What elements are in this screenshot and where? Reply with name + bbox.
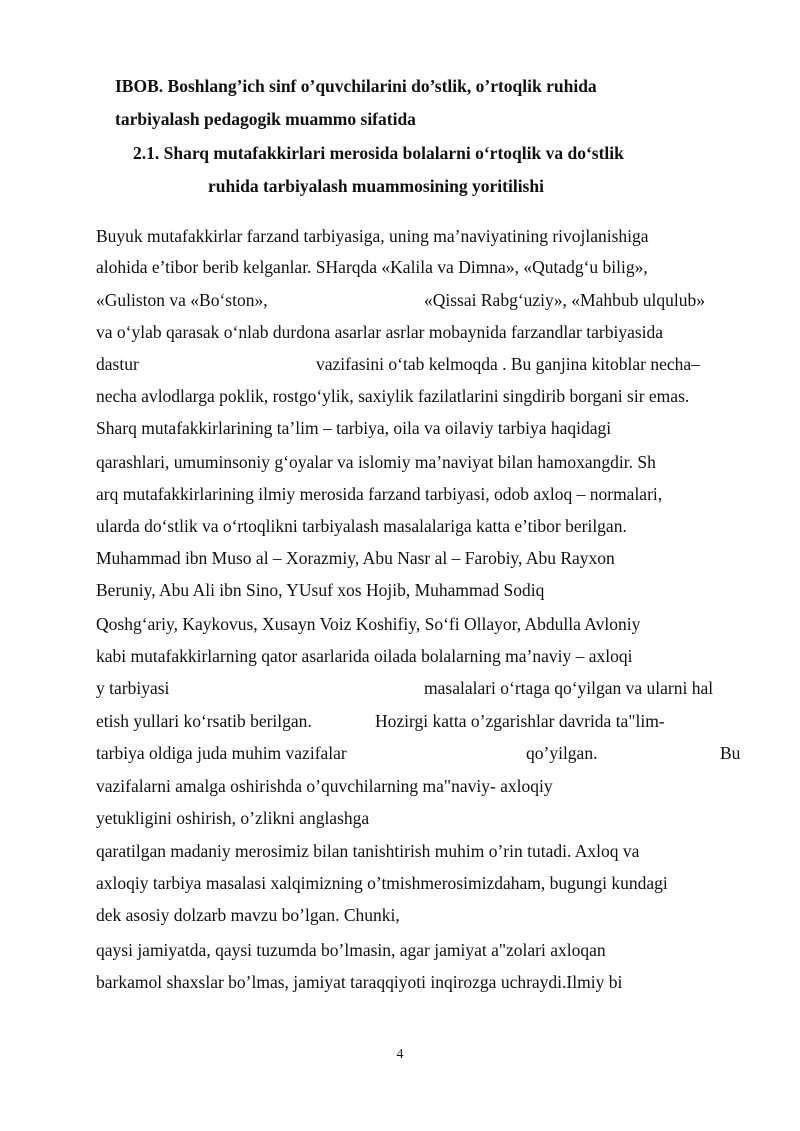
- body-line-text: ularda do‘stlik va o‘rtoqlikni tarbiyalash masalalariga katta e’tibor berilgan.: [96, 516, 627, 536]
- body-line-text: y tarbiyasi: [96, 678, 170, 698]
- section-title-line-1: 2.1. Sharq mutafakkirlari merosida bolalarni o‘rtoqlik va do‘stlik: [133, 143, 624, 163]
- body-line: [96, 290, 268, 311]
- body-line: [96, 418, 611, 439]
- body-line: [96, 484, 662, 505]
- body-line-text: vazifalarni amalga oshirishda o’quvchilarning ma"naviy- axloqiy: [96, 776, 553, 796]
- body-line-text: «Guliston va «Bo‘ston»,: [96, 290, 268, 310]
- body-line-text: tarbiya oldiga juda muhim vazifalar: [96, 743, 347, 763]
- chapter-title-line-2: tarbiyalash pedagogik muammo sifatida: [115, 109, 416, 129]
- body-line-text-right: qo’yilgan.: [526, 743, 598, 763]
- body-line-text: kabi mutafakkirlarning qator asarlarida oilada bolalarning ma’naviy – axloqi: [96, 646, 633, 666]
- body-line: [96, 905, 400, 926]
- body-line-text: Sharq mutafakkirlarining ta’lim – tarbiya, oila va oilaviy tarbiya haqidagi: [96, 418, 612, 438]
- body-line: [96, 322, 663, 343]
- page-number: 4: [396, 1047, 404, 1062]
- body-line-text-right: vazifasini o‘tab kelmoqda . Bu ganjina kitoblar necha–: [316, 354, 700, 374]
- body-line: [96, 646, 632, 667]
- body-line: [96, 940, 606, 961]
- body-line-text: qaratilgan madaniy merosimiz bilan tanishtirish muhim o’rin tutadi. Axloq va: [96, 841, 640, 861]
- body-line: [96, 452, 656, 473]
- body-line-text: axloqiy tarbiya masalasi xalqimizning o’tmishmerosimizdaham, bugungi kundagi: [96, 873, 668, 893]
- body-line-text: necha avlodlarga poklik, rostgo‘ylik, saxiylik fazilatlarini singdirib borgani sir emas.: [96, 386, 690, 406]
- body-line: [96, 678, 169, 699]
- body-line-text: alohida e’tibor berib kelganlar. SHarqda «Kalila va Dimna», «Qutadg‘u bilig»,: [96, 257, 648, 277]
- body-line: [96, 386, 689, 407]
- body-line-text: Beruniy, Abu Ali ibn Sino, YUsuf xos Hojib, Muhammad Sodiq: [96, 580, 545, 600]
- body-line: [96, 516, 627, 537]
- body-line: [96, 614, 640, 635]
- body-line-end-word: Bu: [720, 743, 741, 763]
- chapter-title-line-1: IBOB. Boshlang’ich sinf o’quvchilarini do’stlik, o’rtoqlik ruhida: [115, 76, 597, 96]
- body-line-text: dek asosiy dolzarb mavzu bo’lgan. Chunki,: [96, 905, 400, 925]
- body-line-text: Buyuk mutafakkirlar farzand tarbiyasiga, uning ma’naviyatining rivojlanishiga: [96, 226, 649, 246]
- body-line: [96, 972, 622, 993]
- body-line-text: Muhammad ibn Muso al – Xorazmiy, Abu Nasr al – Farobiy, Abu Rayxon: [96, 548, 615, 568]
- body-line-text: etish yullari ko‘rsatib berilgan.: [96, 711, 312, 731]
- body-line: [96, 548, 615, 569]
- body-line-text: dastur: [96, 354, 139, 374]
- body-line-text-right: masalalari o‘rtaga qo‘yilgan va ularni hal: [424, 678, 714, 698]
- body-line-text: arq mutafakkirlarining ilmiy merosida farzand tarbiyasi, odob axloq – normalari,: [96, 484, 663, 504]
- section-title-line-2: ruhida tarbiyalash muammosining yoritilishi: [208, 176, 544, 196]
- body-line-text-right: Hozirgi katta o’zgarishlar davrida ta"lim-: [375, 711, 665, 731]
- body-line-text: va o‘ylab qarasak o‘nlab durdona asarlar asrlar mobaynida farzandlar tarbiyasida: [96, 322, 664, 342]
- body-line-text: qarashlari, umuminsoniy g‘oyalar va islomiy ma’naviyat bilan hamoxangdir. Sh: [96, 452, 656, 472]
- body-line: [96, 808, 369, 829]
- body-line: [96, 776, 553, 797]
- body-line-text: barkamol shaxslar bo’lmas, jamiyat taraqqiyoti inqirozga uchraydi.Ilmiy bi: [96, 972, 623, 992]
- body-line-text: qaysi jamiyatda, qaysi tuzumda bo’lmasin, agar jamiyat a"zolari axloqan: [96, 940, 606, 960]
- body-line: [96, 257, 648, 278]
- body-line: [96, 873, 668, 894]
- body-line: [96, 580, 544, 601]
- body-line: [96, 354, 139, 375]
- body-line: [96, 711, 312, 732]
- body-line-text: Qoshg‘ariy, Kaykovus, Xusayn Voiz Koshifiy, So‘fi Ollayor, Abdulla Avloniy: [96, 614, 641, 634]
- body-line-text-right: «Qissai Rabg‘uziy», «Mahbub ulqulub»: [424, 290, 705, 310]
- body-line: [96, 743, 347, 764]
- body-line: [96, 226, 649, 247]
- body-line-text: yetukligini oshirish, o’zlikni anglashga: [96, 808, 370, 828]
- body-line: [96, 841, 639, 862]
